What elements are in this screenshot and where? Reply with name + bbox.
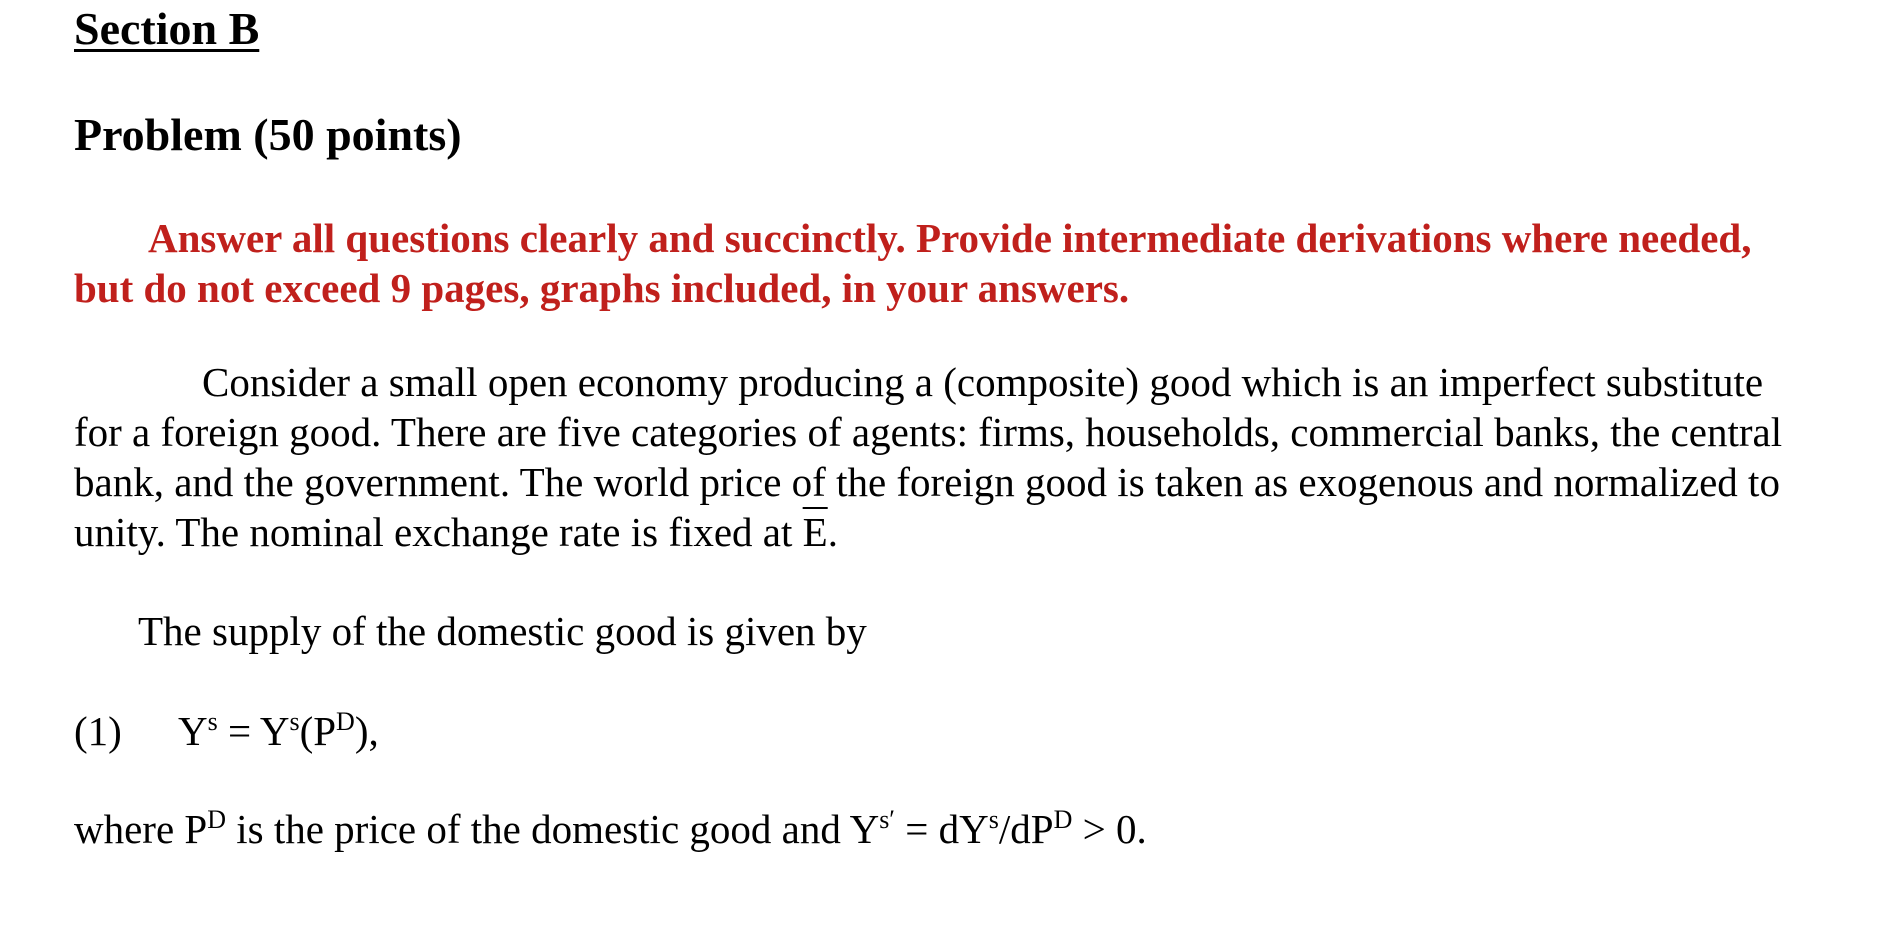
where-sup2: s′ [879,805,895,834]
equation-rhs [260,708,379,754]
eq-lhs-sup: s [207,707,218,736]
problem-heading: Problem (50 points) [74,109,462,160]
eq-rhs-open: (P [299,708,337,754]
exchange-rate-symbol: $\overline{E}$ [802,509,828,555]
equation-equals: = [217,708,260,754]
eq-rhs-arg-sup: D [336,707,355,736]
supply-intro: The supply of the domestic good is given by [138,608,867,654]
where-part2: is the price of the domestic good and Y [226,806,880,852]
where-sup4: D [1053,805,1073,834]
definition-line [74,805,1147,853]
equation-1 [74,707,379,755]
equation-lhs [178,708,218,754]
instructions-text: Answer all questions clearly and succinctly. Provide intermediate derivations where needed, but do not exceed 9 pages, graphs included, in your answers. [74,215,1752,311]
where-sup3: s [988,805,999,834]
where-part3: = dY [895,806,989,852]
instructions-paragraph [74,213,1774,313]
where-sup1: D [207,805,226,834]
section-heading: Section B [74,3,260,54]
eq-rhs-close: ), [354,708,379,754]
intro-text: Consider a small open economy producing a (composite) good which is an imperfect substitute for a foreign good. There are five categories of agents: firms, households, commercial banks, the central bank, and the government. The world price of the foreign good is taken as exogenous and normalized to unity. The nominal exchange rate is fixed at [74,359,1783,555]
where-part5: > 0. [1072,806,1147,852]
where-part1: where P [74,806,208,852]
equation-number: (1) [74,708,122,754]
eq-lhs-base: Y [178,708,208,754]
intro-end: . [827,509,838,555]
eq-rhs-sup: s [289,707,300,736]
intro-paragraph [74,357,1814,557]
where-part4: /dP [998,806,1054,852]
eq-rhs-base: Y [259,708,290,754]
